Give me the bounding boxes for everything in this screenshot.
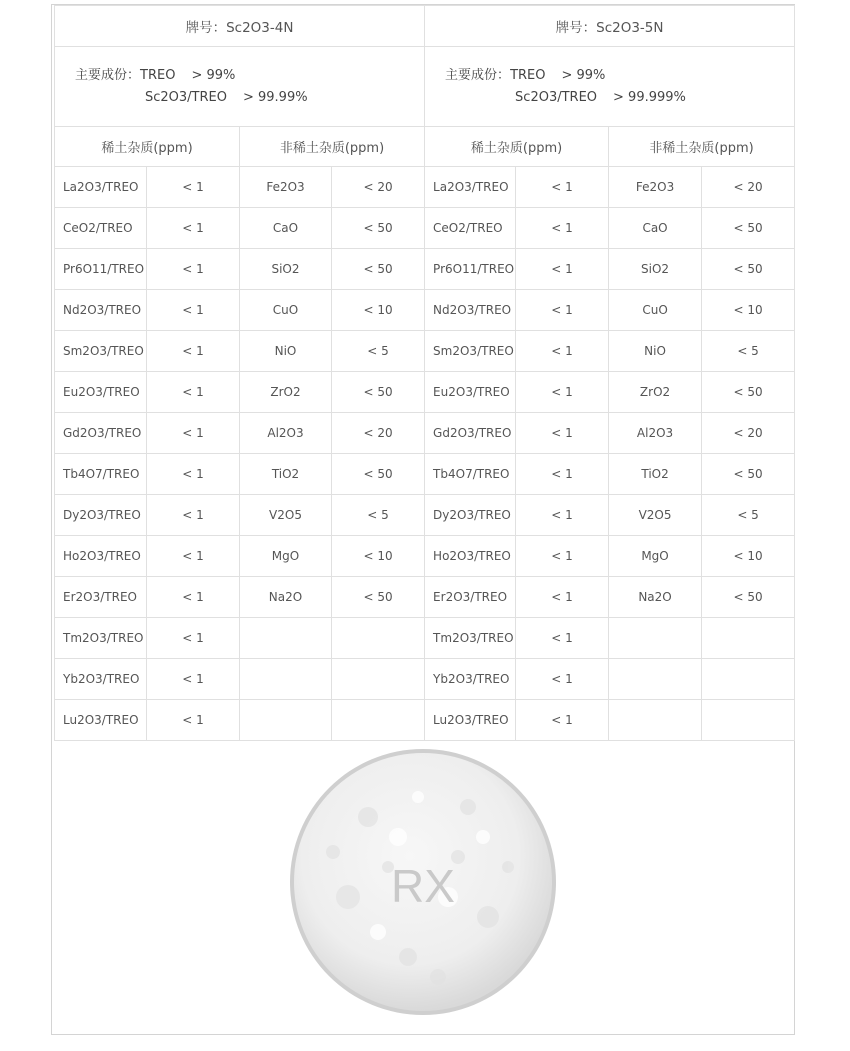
rare-earth-limit-5n: < 1 [516, 700, 609, 741]
non-rare-earth-name-5n [609, 618, 702, 659]
rare-earth-limit-5n: < 1 [516, 536, 609, 577]
rare-earth-limit-4n: < 1 [147, 536, 240, 577]
non-rare-earth-limit-4n: < 10 [332, 290, 425, 331]
spec-sheet [51, 4, 795, 1035]
grade-title-row [55, 6, 795, 47]
rare-earth-limit-4n: < 1 [147, 700, 240, 741]
non-rare-earth-limit-4n: < 5 [332, 331, 425, 372]
rare-earth-limit-4n: < 1 [147, 413, 240, 454]
rare-earth-name-4n: Lu2O3/TREO [55, 700, 147, 741]
rare-earth-limit-4n: < 1 [147, 167, 240, 208]
rare-earth-limit-4n: < 1 [147, 249, 240, 290]
rare-earth-name-5n: Nd2O3/TREO [425, 290, 516, 331]
rare-earth-name-5n: Tm2O3/TREO [425, 618, 516, 659]
non-rare-earth-limit-5n: < 20 [702, 413, 795, 454]
grade-title-4n: 牌号：Sc2O3-4N [55, 6, 425, 47]
non-rare-earth-limit-5n: < 50 [702, 249, 795, 290]
rare-earth-name-5n: Pr6O11/TREO [425, 249, 516, 290]
table-row [55, 413, 795, 454]
rare-earth-header-5n: 稀土杂质(ppm) [425, 127, 609, 167]
rare-earth-name-5n: La2O3/TREO [425, 167, 516, 208]
purity-value: > 99.99% [242, 89, 308, 105]
non-rare-earth-limit-5n: < 5 [702, 495, 795, 536]
non-rare-earth-name-5n: V2O5 [609, 495, 702, 536]
non-rare-earth-limit-5n: < 50 [702, 577, 795, 618]
rare-earth-name-4n: Pr6O11/TREO [55, 249, 147, 290]
rare-earth-name-4n: Ho2O3/TREO [55, 536, 147, 577]
non-rare-earth-name-4n: MgO [240, 536, 332, 577]
rare-earth-name-5n: Dy2O3/TREO [425, 495, 516, 536]
table-row [55, 208, 795, 249]
rare-earth-limit-4n: < 1 [147, 372, 240, 413]
impurity-header-row [55, 127, 795, 167]
table-row [55, 167, 795, 208]
rare-earth-limit-4n: < 1 [147, 290, 240, 331]
rare-earth-name-5n: Yb2O3/TREO [425, 659, 516, 700]
rare-earth-limit-4n: < 1 [147, 208, 240, 249]
rare-earth-limit-4n: < 1 [147, 454, 240, 495]
non-rare-earth-name-5n: TiO2 [609, 454, 702, 495]
non-rare-earth-limit-5n: < 50 [702, 372, 795, 413]
non-rare-earth-name-4n [240, 618, 332, 659]
table-row [55, 536, 795, 577]
rare-earth-limit-5n: < 1 [516, 413, 609, 454]
rare-earth-name-5n: Lu2O3/TREO [425, 700, 516, 741]
non-rare-earth-name-4n: CuO [240, 290, 332, 331]
rare-earth-limit-5n: < 1 [516, 331, 609, 372]
non-rare-earth-name-5n: Al2O3 [609, 413, 702, 454]
non-rare-earth-name-4n: V2O5 [240, 495, 332, 536]
non-rare-earth-limit-5n [702, 659, 795, 700]
non-rare-earth-limit-4n [332, 659, 425, 700]
non-rare-earth-name-4n: CaO [240, 208, 332, 249]
rare-earth-name-4n: Tm2O3/TREO [55, 618, 147, 659]
non-rare-earth-limit-5n: < 20 [702, 167, 795, 208]
non-rare-earth-name-4n: Al2O3 [240, 413, 332, 454]
table-row [55, 577, 795, 618]
rare-earth-name-5n: Er2O3/TREO [425, 577, 516, 618]
non-rare-earth-name-5n: MgO [609, 536, 702, 577]
rare-earth-name-5n: Tb4O7/TREO [425, 454, 516, 495]
treo-name: TREO [140, 67, 176, 83]
non-rare-earth-name-5n: NiO [609, 331, 702, 372]
rare-earth-limit-5n: < 1 [516, 659, 609, 700]
table-row [55, 659, 795, 700]
table-row [55, 618, 795, 659]
non-rare-earth-name-4n: NiO [240, 331, 332, 372]
spec-table [54, 5, 795, 741]
table-row [55, 454, 795, 495]
composition-4n [55, 47, 425, 127]
non-rare-earth-name-5n: CuO [609, 290, 702, 331]
rare-earth-limit-5n: < 1 [516, 372, 609, 413]
non-rare-earth-name-4n [240, 659, 332, 700]
treo-name: TREO [510, 67, 546, 83]
table-row [55, 495, 795, 536]
rare-earth-name-5n: Eu2O3/TREO [425, 372, 516, 413]
non-rare-earth-limit-5n: < 10 [702, 290, 795, 331]
non-rare-earth-limit-4n: < 5 [332, 495, 425, 536]
rare-earth-name-5n: Gd2O3/TREO [425, 413, 516, 454]
rare-earth-limit-5n: < 1 [516, 577, 609, 618]
non-rare-earth-header-4n: 非稀土杂质(ppm) [240, 127, 425, 167]
rare-earth-name-5n: CeO2/TREO [425, 208, 516, 249]
non-rare-earth-limit-5n: < 50 [702, 208, 795, 249]
non-rare-earth-limit-4n: < 10 [332, 536, 425, 577]
rare-earth-limit-5n: < 1 [516, 454, 609, 495]
rare-earth-limit-4n: < 1 [147, 331, 240, 372]
non-rare-earth-name-4n: Na2O [240, 577, 332, 618]
treo-value: > 99% [561, 67, 606, 83]
non-rare-earth-limit-4n: < 20 [332, 167, 425, 208]
non-rare-earth-name-4n: Fe2O3 [240, 167, 332, 208]
table-row [55, 331, 795, 372]
rare-earth-name-5n: Ho2O3/TREO [425, 536, 516, 577]
rare-earth-limit-5n: < 1 [516, 618, 609, 659]
rare-earth-limit-5n: < 1 [516, 290, 609, 331]
table-row [55, 249, 795, 290]
table-row [55, 372, 795, 413]
non-rare-earth-name-5n: ZrO2 [609, 372, 702, 413]
rare-earth-name-4n: Tb4O7/TREO [55, 454, 147, 495]
non-rare-earth-name-5n: SiO2 [609, 249, 702, 290]
composition-row [55, 47, 795, 127]
treo-value: > 99% [191, 67, 236, 83]
non-rare-earth-limit-4n: < 50 [332, 372, 425, 413]
non-rare-earth-limit-4n: < 20 [332, 413, 425, 454]
rare-earth-limit-5n: < 1 [516, 249, 609, 290]
rare-earth-limit-5n: < 1 [516, 495, 609, 536]
rare-earth-name-4n: Yb2O3/TREO [55, 659, 147, 700]
table-row [55, 290, 795, 331]
purity-name: Sc2O3/TREO [515, 89, 598, 105]
rare-earth-name-4n: La2O3/TREO [55, 167, 147, 208]
rare-earth-name-4n: Nd2O3/TREO [55, 290, 147, 331]
rare-earth-name-4n: CeO2/TREO [55, 208, 147, 249]
watermark-text: RX [391, 860, 455, 912]
rare-earth-name-4n: Eu2O3/TREO [55, 372, 147, 413]
rare-earth-name-4n: Dy2O3/TREO [55, 495, 147, 536]
product-photo [52, 735, 794, 1035]
rare-earth-limit-5n: < 1 [516, 167, 609, 208]
white-powder-sample-icon [288, 747, 558, 1017]
non-rare-earth-limit-4n: < 50 [332, 454, 425, 495]
non-rare-earth-limit-5n: < 5 [702, 331, 795, 372]
rare-earth-name-5n: Sm2O3/TREO [425, 331, 516, 372]
non-rare-earth-name-4n: SiO2 [240, 249, 332, 290]
non-rare-earth-limit-4n: < 50 [332, 577, 425, 618]
rare-earth-limit-4n: < 1 [147, 659, 240, 700]
non-rare-earth-name-5n: CaO [609, 208, 702, 249]
rare-earth-limit-4n: < 1 [147, 618, 240, 659]
rare-earth-header-4n: 稀土杂质(ppm) [55, 127, 240, 167]
rare-earth-limit-4n: < 1 [147, 577, 240, 618]
non-rare-earth-limit-4n: < 50 [332, 208, 425, 249]
non-rare-earth-name-5n: Na2O [609, 577, 702, 618]
rare-earth-name-4n: Er2O3/TREO [55, 577, 147, 618]
non-rare-earth-limit-5n: < 50 [702, 454, 795, 495]
rare-earth-name-4n: Gd2O3/TREO [55, 413, 147, 454]
non-rare-earth-limit-5n [702, 618, 795, 659]
composition-label: 主要成份： [445, 67, 511, 83]
grade-title-5n: 牌号：Sc2O3-5N [425, 6, 795, 47]
non-rare-earth-header-5n: 非稀土杂质(ppm) [609, 127, 795, 167]
non-rare-earth-name-5n: Fe2O3 [609, 167, 702, 208]
rare-earth-limit-5n: < 1 [516, 208, 609, 249]
non-rare-earth-limit-4n [332, 618, 425, 659]
non-rare-earth-name-5n [609, 659, 702, 700]
rare-earth-name-4n: Sm2O3/TREO [55, 331, 147, 372]
composition-label: 主要成份： [75, 67, 141, 83]
rare-earth-limit-4n: < 1 [147, 495, 240, 536]
non-rare-earth-limit-4n: < 50 [332, 249, 425, 290]
non-rare-earth-limit-5n: < 10 [702, 536, 795, 577]
non-rare-earth-name-4n: TiO2 [240, 454, 332, 495]
composition-5n [425, 47, 795, 127]
non-rare-earth-name-4n: ZrO2 [240, 372, 332, 413]
purity-value: > 99.999% [613, 89, 686, 105]
purity-name: Sc2O3/TREO [145, 89, 227, 105]
